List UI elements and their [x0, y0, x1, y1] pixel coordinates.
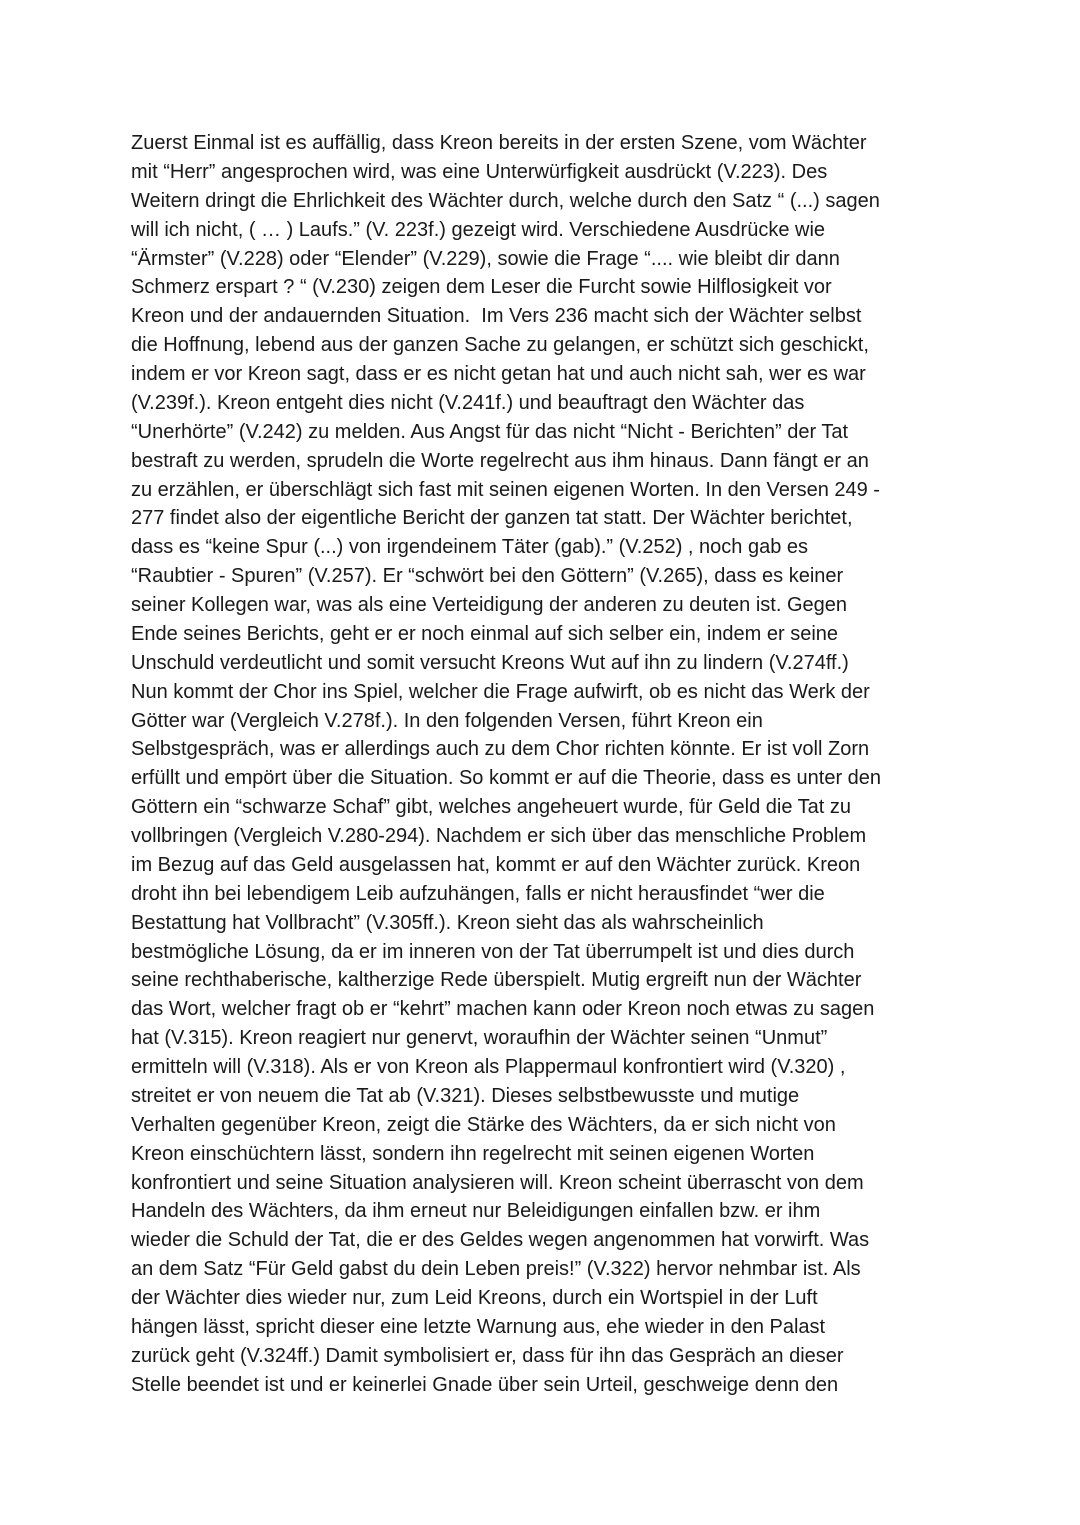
text-line: bestraft zu werden, sprudeln die Worte regelrecht aus ihm hinaus. Dann fängt er an: [131, 449, 869, 472]
essay-body-text: [131, 129, 1011, 1400]
text-line: an dem Satz “Für Geld gabst du dein Leben preis!” (V.322) hervor nehmbar ist. Als: [131, 1258, 861, 1281]
text-line: Ende seines Berichts, geht er er noch einmal auf sich selber ein, indem er seine: [131, 622, 839, 645]
text-line: droht ihn bei lebendigem Leib aufzuhängen, falls er nicht herausfindet “wer die: [131, 882, 825, 905]
text-line: Stelle beendet ist und er keinerlei Gnade über sein Urteil, geschweige denn den: [131, 1373, 839, 1396]
text-line: dass es “keine Spur (...) von irgendeinem Täter (gab).” (V.252) , noch gab es: [131, 536, 809, 559]
text-line: Schmerz erspart ? “ (V.230) zeigen dem Leser die Furcht sowie Hilflosigkeit vor: [131, 276, 832, 299]
text-line: das Wort, welcher fragt ob er “kehrt” machen kann oder Kreon noch etwas zu sagen: [131, 998, 875, 1021]
text-line: hängen lässt, spricht dieser eine letzte Warnung aus, ehe wieder in den Palast: [131, 1315, 826, 1338]
text-line: “Unerhörte” (V.242) zu melden. Aus Angst für das nicht “Nicht - Berichten” der Tat: [131, 420, 849, 443]
text-line: Handeln des Wächters, da ihm erneut nur Beleidigungen einfallen bzw. er ihm: [131, 1200, 821, 1223]
text-line: im Bezug auf das Geld ausgelassen hat, kommt er auf den Wächter zurück. Kreon: [131, 853, 861, 876]
text-line: (V.239f.). Kreon entgeht dies nicht (V.241f.) und beauftragt den Wächter das: [131, 391, 805, 414]
text-line: Kreon einschüchtern lässt, sondern ihn regelrecht mit seinen eigenen Worten: [131, 1142, 815, 1165]
text-line: ermitteln will (V.318). Als er von Kreon als Plappermaul konfrontiert wird (V.320) ,: [131, 1056, 846, 1078]
text-line: seine rechthaberische, kaltherzige Rede überspielt. Mutig ergreift nun der Wächter: [131, 969, 862, 992]
text-line: 277 findet also der eigentliche Bericht der ganzen tat statt. Der Wächter berichtet,: [131, 507, 853, 530]
text-line: streitet er von neuem die Tat ab (V.321). Dieses selbstbewusste und mutige: [131, 1084, 800, 1107]
text-line: Unschuld verdeutlicht und somit versucht Kreons Wut auf ihn zu lindern (V.274ff.): [131, 651, 849, 674]
text-line: Götter war (Vergleich V.278f.). In den folgenden Versen, führt Kreon ein: [131, 709, 763, 732]
text-line: erfüllt und empört über die Situation. So kommt er auf die Theorie, dass es unter den: [131, 767, 882, 790]
text-line: seiner Kollegen war, was als eine Verteidigung der anderen zu deuten ist. Gegen: [131, 594, 848, 616]
text-line: mit “Herr” angesprochen wird, was eine Unterwürfigkeit ausdrückt (V.223). Des: [131, 160, 828, 183]
text-line: Selbstgespräch, was er allerdings auch zu dem Chor richten könnte. Er ist voll Zorn: [131, 738, 870, 761]
text-line: Bestattung hat Vollbracht” (V.305ff.). Kreon sieht das als wahrscheinlich: [131, 911, 764, 934]
text-line: Zuerst Einmal ist es auffällig, dass Kreon bereits in der ersten Szene, vom Wächter: [131, 132, 867, 154]
text-line: “Raubtier - Spuren” (V.257). Er “schwört bei den Göttern” (V.265), dass es keiner: [131, 565, 844, 588]
text-line: die Hoffnung, lebend aus der ganzen Sache zu gelangen, er schützt sich geschickt,: [131, 334, 869, 357]
text-line: Verhalten gegenüber Kreon, zeigt die Stärke des Wächters, da er sich nicht von: [131, 1113, 836, 1136]
text-line: indem er vor Kreon sagt, dass er es nicht getan hat und auch nicht sah, wer es war: [131, 363, 866, 385]
text-line: bestmögliche Lösung, da er im inneren von der Tat überrumpelt ist und dies durch: [131, 940, 855, 963]
text-line: wieder die Schuld der Tat, die er des Geldes wegen angenommen hat vorwirft. Was: [131, 1229, 870, 1252]
text-line: Weitern dringt die Ehrlichkeit des Wächter durch, welche durch den Satz “ (...) sagen: [131, 189, 880, 212]
text-line: vollbringen (Vergleich V.280-294). Nachdem er sich über das menschliche Problem: [131, 825, 867, 847]
text-line: konfrontiert und seine Situation analysieren will. Kreon scheint überrascht von dem: [131, 1171, 864, 1194]
text-line: Göttern ein “schwarze Schaf” gibt, welches angeheuert wurde, für Geld die Tat zu: [131, 796, 852, 819]
text-line: Kreon und der andauernden Situation. Im Vers 236 macht sich der Wächter selbst: [131, 305, 862, 328]
text-line: “Ärmster” (V.228) oder “Elender” (V.229), sowie die Frage “.... wie bleibt dir dann: [131, 247, 840, 270]
text-line: hat (V.315). Kreon reagiert nur genervt, woraufhin der Wächter seinen “Unmut”: [131, 1027, 828, 1050]
text-line: zurück geht (V.324ff.) Damit symbolisiert er, dass für ihn das Gespräch an dieser: [131, 1344, 844, 1367]
text-line: will ich nicht, ( … ) Laufs.” (V. 223f.) gezeigt wird. Verschiedene Ausdrücke wie: [131, 218, 826, 241]
text-line: zu erzählen, er überschlägt sich fast mit seinen eigenen Worten. In den Versen 249 -: [131, 478, 880, 501]
text-line: der Wächter dies wieder nur, zum Leid Kreons, durch ein Wortspiel in der Luft: [131, 1287, 818, 1309]
text-line: Nun kommt der Chor ins Spiel, welcher die Frage aufwirft, ob es nicht das Werk der: [131, 680, 870, 703]
